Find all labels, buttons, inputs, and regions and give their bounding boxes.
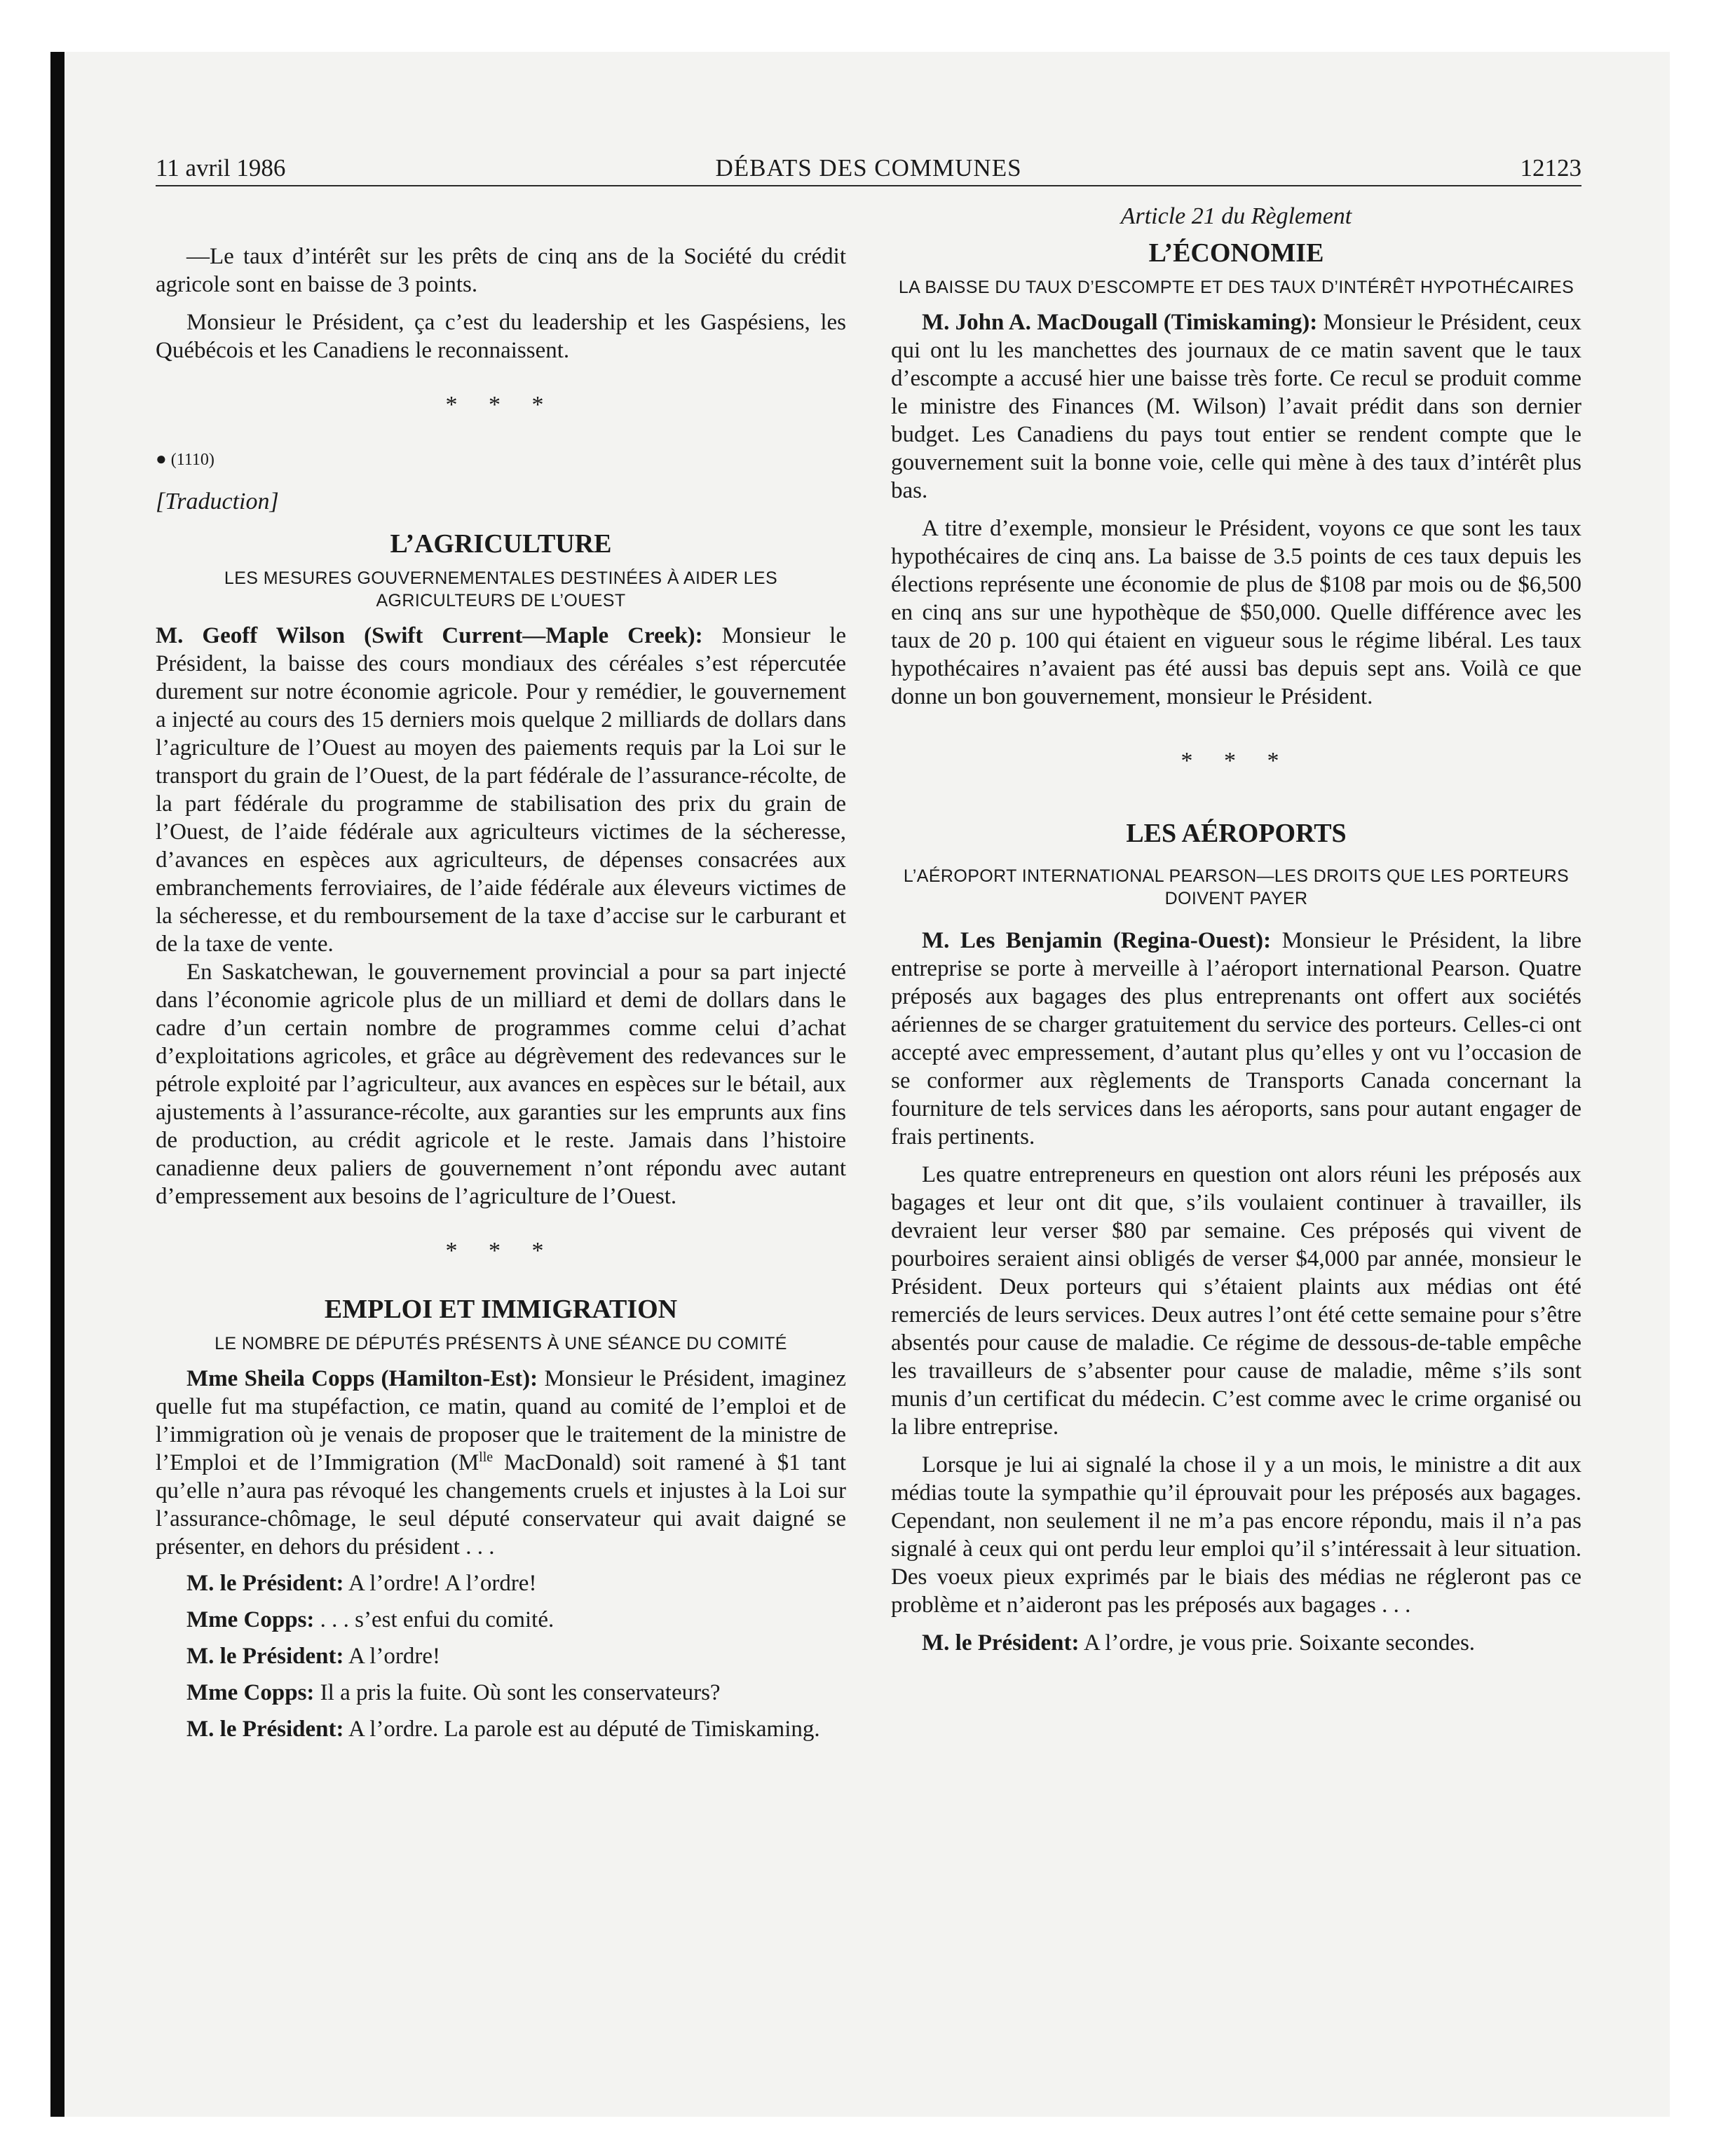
article-reference: Article 21 du Règlement	[1120, 203, 1352, 229]
section-separator: * * *	[445, 392, 557, 418]
paragraph: Monsieur le Président, ça c’est du leadership et les Gaspésiens, les Québécois et les Canadiens le reconnaissent.	[156, 310, 846, 363]
paragraph: A titre d’exemple, monsieur le Président, voyons ce que sont les taux hypothécaires de cinq ans. La baisse de 3.5 points de ces taux depuis les élections représente une économie de plus de $108 par mois ou de $6,500 en cinq ans sur une hypothèque de $50,000. Quelle différence avec les taux de 20 p. 100 qui étaient en vigueur sous le régime libéral. Les taux hypothécaires n’avaient pas été aussi bas depuis sept ans. Voilà ce que donne un bon gouvernement, monsieur le Président.	[891, 516, 1581, 709]
section-separator: * * *	[445, 1238, 557, 1264]
publication-title: DÉBATS DES COMMUNES	[715, 154, 1022, 182]
page-header	[156, 153, 1581, 186]
section-subheading: LE NOMBRE DE DÉPUTÉS PRÉSENTS À UNE SÉANCE DU COMITÉ	[215, 1334, 787, 1353]
speaker-name: Mme Sheila Copps (Hamilton-Est):	[186, 1366, 538, 1391]
speech-paragraph	[156, 1642, 846, 1670]
speech-paragraph	[156, 1606, 846, 1634]
superscript: lle	[479, 1449, 494, 1465]
header-date: 11 avril 1986	[156, 154, 286, 182]
speech-text: A l’ordre. La parole est au député de Timiskaming.	[343, 1717, 820, 1742]
speech-text: Il a pris la fuite. Où sont les conservateurs?	[314, 1680, 721, 1705]
speaker-name: M. le Président:	[186, 1717, 344, 1742]
time-marker	[156, 447, 846, 472]
speech-text: . . . s’est enfui du comité.	[314, 1607, 554, 1632]
speaker-name: M. Geoff Wilson (Swift Current—Maple Creek):	[156, 623, 703, 648]
paragraph: En Saskatchewan, le gouvernement provincial a pour sa part injecté dans l’économie agricole plus de un milliard et demi de dollars dans le cadre d’un certain nombre de programmes comme celui d’achat d’exploitations agricoles, et grâce au dégrèvement des redevances sur le pétrole exploité par l’agriculteur, aux avances en espèces sur le bétail, aux ajustements à l’assurance-récolte, aux garanties sur les emprunts aux fins de production, au crédit agricole et le reste. Jamais dans l’histoire canadienne deux paliers de gouvernement n’ont répondu avec autant d’empressement aux besoins de l’agriculture de l’Ouest.	[156, 960, 846, 1209]
speech-text: A l’ordre! A l’ordre!	[343, 1571, 537, 1596]
section-subheading: LA BAISSE DU TAUX D’ESCOMPTE ET DES TAUX D’INTÉRÊT HYPOTHÉCAIRES	[898, 278, 1574, 297]
speech-text: Monsieur le Président, ceux qui ont lu les manchettes des journaux de ce matin savent que le taux d’escompte a accusé hier une baisse très forte. Ce recul se produit comme le ministre des Finances (M. Wilson) l’avait prédit dans son dernier budget. Les Canadiens du pays tout entier se rendent compte que le gouvernement suit la bonne voie, celle qui mène à des taux d’intérêt plus bas.	[891, 310, 1581, 503]
section-heading: LES AÉROPORTS	[1126, 819, 1347, 848]
time-marker-label: (1110)	[170, 451, 215, 469]
section-heading: EMPLOI ET IMMIGRATION	[324, 1295, 678, 1324]
speech-paragraph	[156, 1679, 846, 1707]
speaker-name: Mme Copps:	[186, 1680, 315, 1705]
speaker-name: M. le Président:	[186, 1571, 344, 1596]
speech-text: A l’ordre, je vous prie. Soixante secondes.	[1079, 1630, 1476, 1656]
speech-text: Monsieur le Président, la libre entreprise se porte à merveille à l’aéroport international Pearson. Quatre préposés aux bagages des plus entreprenants ont offert aux sociétés aériennes de se charger gratuitement du service des porteurs. Celles-ci ont accepté avec empressement, d’autant plus qu’elles y ont vu l’occasion de se conformer aux règlements de Transports Canada concernant la fourniture de tels services dans les aéroports, sans pour autant engager de frais pertinents.	[891, 928, 1581, 1149]
speech-paragraph	[156, 1365, 846, 1561]
page-number: 12123	[1520, 154, 1581, 182]
speaker-name: M. le Président:	[186, 1644, 344, 1669]
section-heading: L’ÉCONOMIE	[1148, 238, 1324, 268]
speech-paragraph	[891, 308, 1581, 505]
speaker-name: Mme Copps:	[186, 1607, 315, 1632]
bullet-icon: ●	[156, 449, 167, 469]
speech-text: Monsieur le Président, imaginez quelle fut ma stupéfaction, ce matin, quand au comité de l’emploi et de l’immigration où je venais de proposer que le traitement de la ministre de l’Emploi et de l’Immigration (M	[156, 1366, 846, 1475]
paragraph: —Le taux d’intérêt sur les prêts de cinq ans de la Société du crédit agricole sont en baisse de 3 points.	[156, 244, 846, 297]
speaker-name: M. le Président:	[922, 1630, 1080, 1656]
speech-text: Monsieur le Président, la baisse des cours mondiaux des céréales s’est répercutée durement sur notre économie agricole. Pour y remédier, le gouvernement a injecté au cours des 15 derniers mois quelque 2 milliards de dollars dans l’agriculture de l’Ouest au moyen des paiements requis par la Loi sur le transport du grain de l’Ouest, de la part fédérale de l’assurance-récolte, de la part fédérale du programme de stabilisation des prix du grain de l’Ouest, de l’aide fédérale aux agriculteurs victimes de la sécheresse, d’avances en espèces aux agriculteurs, de dépenses consacrées aux embranchements ferroviaires, de l’aide fédérale aux éleveurs victimes de la sécheresse, et du remboursement de la taxe d’accise sur le carburant et de la taxe de vente.	[156, 623, 847, 957]
speech-paragraph	[891, 1629, 1581, 1657]
speaker-name: M. Les Benjamin (Regina-Ouest):	[922, 928, 1272, 953]
scan-edge	[50, 52, 64, 2117]
speech-paragraph	[156, 1715, 846, 1743]
section-heading: L’AGRICULTURE	[390, 529, 612, 559]
paragraph: Lorsque je lui ai signalé la chose il y a un mois, le ministre a dit aux médias toute la sympathie qu’il éprouvait pour les préposés aux bagages. Cependant, non seulement il ne m’a pas encore répondu, mais il n’a pas signalé à ceux qui ont perdu leur emploi qu’il s’intéressait à leur situation. Des voeux pieux exprimés par le biais des médias ne régleront pas ce problème et n’aideront pas les préposés aux bagages . . .	[891, 1452, 1581, 1618]
speech-paragraph	[891, 927, 1581, 1151]
right-column	[891, 202, 1581, 1657]
left-column	[156, 202, 846, 1743]
section-subheading: LES MESURES GOUVERNEMENTALES DESTINÉES À AIDER LES AGRICULTEURS DE L’OUEST	[224, 568, 778, 610]
speech-text: A l’ordre!	[343, 1644, 440, 1669]
paragraph: Les quatre entrepreneurs en question ont alors réuni les préposés aux bagages et leur ont dit que, s’ils voulaient continuer à travailler, ils devraient leur verser $80 par semaine. Ces préposés qui vivent de pourboires seraient ainsi obligés de verser $4,000 par année, monsieur le Président. Deux porteurs qui s’étaient plaints aux médias ont été remerciés de leurs services. Deux autres l’ont été cette semaine pour s’être absentés pour cause de maladie. Ce régime de dessous-de-table empêche les travailleurs de s’absenter pour cause de maladie, même s’ils sont munis d’un certificat du médecin. C’est comme avec le crime organisé ou la libre entreprise.	[891, 1162, 1581, 1440]
speech-paragraph	[156, 1569, 846, 1597]
speech-text: MacDonald) soit ramené à $1 tant qu’elle n’aura pas révoqué les changements cruels et injustes à la Loi sur l’assurance-chômage, le seul député conservateur qui avait daigné se présenter, en dehors du président . . .	[156, 1450, 846, 1560]
section-subheading: L’AÉROPORT INTERNATIONAL PEARSON—LES DROITS QUE LES PORTEURS DOIVENT PAYER	[903, 866, 1570, 908]
speech-paragraph	[156, 622, 846, 958]
translation-note: [Traduction]	[156, 489, 279, 514]
section-separator: * * *	[1181, 748, 1292, 774]
speaker-name: M. John A. MacDougall (Timiskaming):	[922, 310, 1318, 335]
